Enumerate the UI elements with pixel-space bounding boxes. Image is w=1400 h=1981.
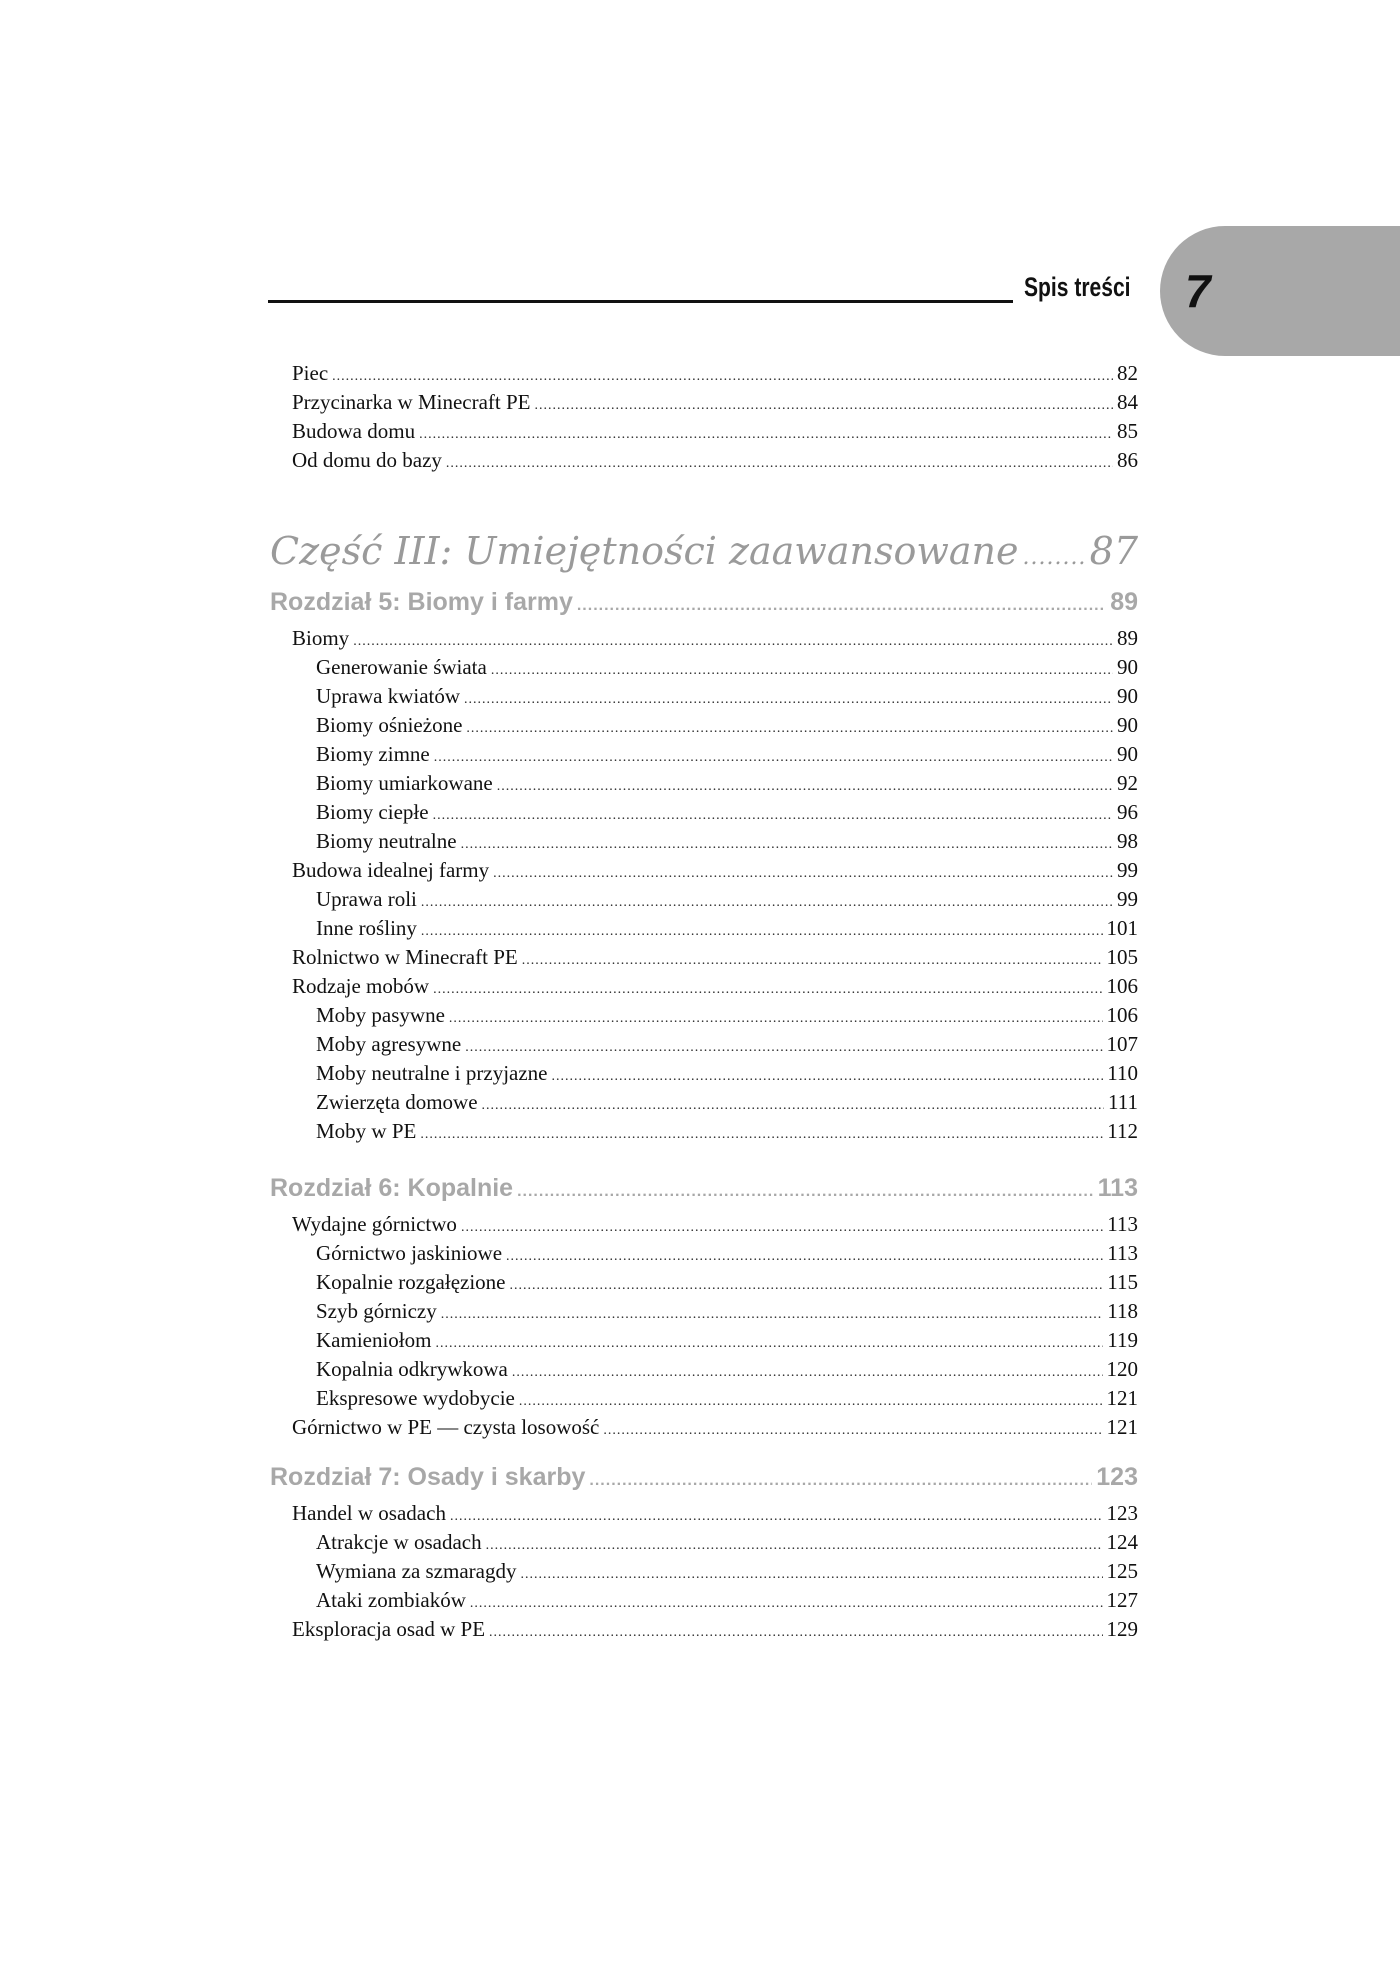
dot-leader xyxy=(589,1464,1092,1498)
toc-entry-title: Inne rośliny xyxy=(316,916,417,940)
toc-subentry xyxy=(316,769,1138,798)
toc-entry-title: Ekspresowe wydobycie xyxy=(316,1386,515,1410)
toc-subentry xyxy=(316,1239,1138,1268)
dot-leader xyxy=(419,420,1113,449)
toc-entry xyxy=(292,624,1138,653)
toc-entry-page: 125 xyxy=(1106,1559,1138,1583)
toc-subentry xyxy=(316,1117,1138,1146)
dot-leader xyxy=(506,1242,1103,1271)
toc-entry-title: Ataki zombiaków xyxy=(316,1588,466,1612)
page-number: 7 xyxy=(1185,265,1211,317)
toc-entry-title: Przycinarka w Minecraft PE xyxy=(292,390,531,414)
toc-entry xyxy=(292,1615,1138,1644)
toc-entry xyxy=(292,1210,1138,1239)
toc-subentry xyxy=(316,711,1138,740)
dot-leader xyxy=(461,830,1113,859)
toc-entry-title: Moby agresywne xyxy=(316,1032,462,1056)
toc-subentry xyxy=(316,885,1138,914)
dot-leader xyxy=(552,1062,1104,1091)
toc-entry-page: 112 xyxy=(1107,1119,1138,1143)
dot-leader xyxy=(603,1416,1102,1445)
toc-entry xyxy=(292,1413,1138,1442)
toc-entry-page: 106 xyxy=(1106,974,1138,998)
toc-entry-title: Kopalnie rozgałęzione xyxy=(316,1270,506,1294)
toc-entry-page: 84 xyxy=(1117,390,1138,414)
dot-leader xyxy=(464,685,1113,714)
toc-entry-title: Atrakcje w osadach xyxy=(316,1530,482,1554)
dot-leader xyxy=(517,1175,1094,1209)
toc-entry-page: 118 xyxy=(1107,1299,1138,1323)
dot-leader xyxy=(441,1300,1104,1329)
dot-leader xyxy=(1022,533,1085,583)
dot-leader xyxy=(510,1271,1104,1300)
chapter-title: Rozdział 7: Osady i skarby xyxy=(270,1463,586,1491)
chapter-heading xyxy=(270,585,1138,619)
toc-entry-title: Moby w PE xyxy=(316,1119,417,1143)
toc-entry-page: 113 xyxy=(1107,1212,1138,1236)
toc-subentry xyxy=(316,1030,1138,1059)
toc-entry-page: 96 xyxy=(1117,800,1138,824)
dot-leader xyxy=(493,859,1113,888)
chapter-page: 113 xyxy=(1097,1174,1138,1202)
toc-entry-page: 113 xyxy=(1107,1241,1138,1265)
chapter-page: 123 xyxy=(1096,1463,1138,1491)
dot-leader xyxy=(332,362,1113,391)
dot-leader xyxy=(446,449,1113,478)
dot-leader xyxy=(489,1618,1102,1647)
toc-entry-page: 90 xyxy=(1117,742,1138,766)
dot-leader xyxy=(421,917,1103,946)
toc-entry-title: Wydajne górnictwo xyxy=(292,1212,457,1236)
toc-entry-page: 115 xyxy=(1107,1270,1138,1294)
chapter-page: 89 xyxy=(1110,588,1138,616)
dot-leader xyxy=(461,1213,1103,1242)
dot-leader xyxy=(497,772,1113,801)
toc-entry-page: 86 xyxy=(1117,448,1138,472)
toc-entry-title: Budowa idealnej farmy xyxy=(292,858,490,882)
dot-leader xyxy=(420,1120,1103,1149)
toc-subentry xyxy=(316,827,1138,856)
toc-entry-title: Biomy neutralne xyxy=(316,829,457,853)
running-header-title: Spis treści xyxy=(1024,272,1131,302)
toc-entry-title: Generowanie świata xyxy=(316,655,487,679)
toc-entry-page: 120 xyxy=(1106,1357,1138,1381)
dot-leader xyxy=(433,975,1102,1004)
toc-entry-title: Piec xyxy=(292,361,329,385)
toc-entry-page: 90 xyxy=(1117,713,1138,737)
toc-entry-title: Biomy ciepłe xyxy=(316,800,429,824)
toc-subentry xyxy=(316,1355,1138,1384)
dot-leader xyxy=(577,589,1106,623)
dot-leader xyxy=(512,1358,1103,1387)
toc-subentry xyxy=(316,914,1138,943)
toc-entry-page: 127 xyxy=(1106,1588,1138,1612)
toc-entry-page: 89 xyxy=(1117,626,1138,650)
toc-entry-title: Uprawa roli xyxy=(316,887,417,911)
dot-leader xyxy=(421,888,1113,917)
dot-leader xyxy=(450,1502,1103,1531)
toc-entry xyxy=(292,1499,1138,1528)
toc-entry-page: 124 xyxy=(1106,1530,1138,1554)
toc-entry-page: 90 xyxy=(1117,684,1138,708)
chapter-title: Rozdział 6: Kopalnie xyxy=(270,1174,514,1202)
toc-entry-title: Górnictwo jaskiniowe xyxy=(316,1241,503,1265)
toc-entry-page: 129 xyxy=(1106,1617,1138,1641)
chapter-heading xyxy=(270,1171,1138,1205)
toc-entry xyxy=(292,972,1138,1001)
toc-entry-page: 99 xyxy=(1117,887,1138,911)
toc-entry-title: Biomy zimne xyxy=(316,742,430,766)
toc-entry-title: Wymiana za szmaragdy xyxy=(316,1559,517,1583)
toc-entry-page: 98 xyxy=(1117,829,1138,853)
toc-subentry xyxy=(316,1001,1138,1030)
toc-entry-title: Biomy umiarkowane xyxy=(316,771,493,795)
toc-entry-title: Kamieniołom xyxy=(316,1328,432,1352)
chapter-title: Rozdział 5: Biomy i farmy xyxy=(270,588,573,616)
toc-entry-title: Moby neutralne i przyjazne xyxy=(316,1061,548,1085)
toc-entry-title: Zwierzęta domowe xyxy=(316,1090,478,1114)
dot-leader xyxy=(449,1004,1103,1033)
toc-entry-page: 121 xyxy=(1106,1386,1138,1410)
toc-entry-page: 82 xyxy=(1117,361,1138,385)
dot-leader xyxy=(519,1387,1103,1416)
dot-leader xyxy=(470,1589,1103,1618)
toc-entry-page: 105 xyxy=(1106,945,1138,969)
toc-subentry xyxy=(316,1586,1138,1615)
toc-entry xyxy=(292,359,1138,388)
toc-entry-title: Biomy ośnieżone xyxy=(316,713,463,737)
part-title: Część III: Umiejętności zaawansowane xyxy=(270,529,1019,573)
dot-leader xyxy=(482,1091,1105,1120)
dot-leader xyxy=(435,1329,1103,1358)
toc-entry-title: Rolnictwo w Minecraft PE xyxy=(292,945,518,969)
toc-entry-title: Od domu do bazy xyxy=(292,448,442,472)
toc-subentry xyxy=(316,740,1138,769)
toc-entry-title: Rodzaje mobów xyxy=(292,974,430,998)
toc-entry-page: 90 xyxy=(1117,655,1138,679)
toc-entry-page: 123 xyxy=(1106,1501,1138,1525)
toc-entry-title: Budowa domu xyxy=(292,419,416,443)
dot-leader xyxy=(353,627,1113,656)
dot-leader xyxy=(466,714,1113,743)
toc-entry-page: 85 xyxy=(1117,419,1138,443)
dot-leader xyxy=(465,1033,1102,1062)
toc-subentry xyxy=(316,1268,1138,1297)
part-page: 87 xyxy=(1089,529,1138,573)
toc-entry-page: 99 xyxy=(1117,858,1138,882)
toc-entry-title: Eksploracja osad w PE xyxy=(292,1617,486,1641)
toc-subentry xyxy=(316,1528,1138,1557)
toc-entry-title: Kopalnia odkrywkowa xyxy=(316,1357,508,1381)
toc-entry xyxy=(292,856,1138,885)
toc-entry-title: Biomy xyxy=(292,626,350,650)
dot-leader xyxy=(522,946,1103,975)
toc-entry-title: Handel w osadach xyxy=(292,1501,446,1525)
dot-leader xyxy=(486,1531,1103,1560)
toc-subentry xyxy=(316,798,1138,827)
toc-subentry xyxy=(316,1297,1138,1326)
toc-subentry xyxy=(316,1088,1138,1117)
toc-entry xyxy=(292,388,1138,417)
toc-entry xyxy=(292,446,1138,475)
dot-leader xyxy=(520,1560,1102,1589)
toc-subentry xyxy=(316,1326,1138,1355)
dot-leader xyxy=(535,391,1114,420)
toc-entry-page: 92 xyxy=(1117,771,1138,795)
toc-subentry xyxy=(316,682,1138,711)
toc-subentry xyxy=(316,1384,1138,1413)
part-heading xyxy=(270,526,1138,576)
toc-subentry xyxy=(316,1557,1138,1586)
dot-leader xyxy=(433,801,1113,830)
dot-leader xyxy=(491,656,1113,685)
toc-entry-page: 106 xyxy=(1106,1003,1138,1027)
chapter-heading xyxy=(270,1460,1138,1494)
toc-entry-page: 111 xyxy=(1108,1090,1138,1114)
toc-entry-title: Moby pasywne xyxy=(316,1003,445,1027)
toc-subentry xyxy=(316,1059,1138,1088)
toc-entry-page: 110 xyxy=(1107,1061,1138,1085)
toc-entry-title: Górnictwo w PE — czysta losowość xyxy=(292,1415,600,1439)
toc-entry-title: Uprawa kwiatów xyxy=(316,684,461,708)
toc-entry-page: 107 xyxy=(1106,1032,1138,1056)
toc-entry xyxy=(292,417,1138,446)
toc-entry-page: 121 xyxy=(1106,1415,1138,1439)
toc-entry-title: Szyb górniczy xyxy=(316,1299,437,1323)
toc-entry-page: 101 xyxy=(1106,916,1138,940)
dot-leader xyxy=(434,743,1113,772)
toc-subentry xyxy=(316,653,1138,682)
toc-entry xyxy=(292,943,1138,972)
toc-entry-page: 119 xyxy=(1107,1328,1138,1352)
